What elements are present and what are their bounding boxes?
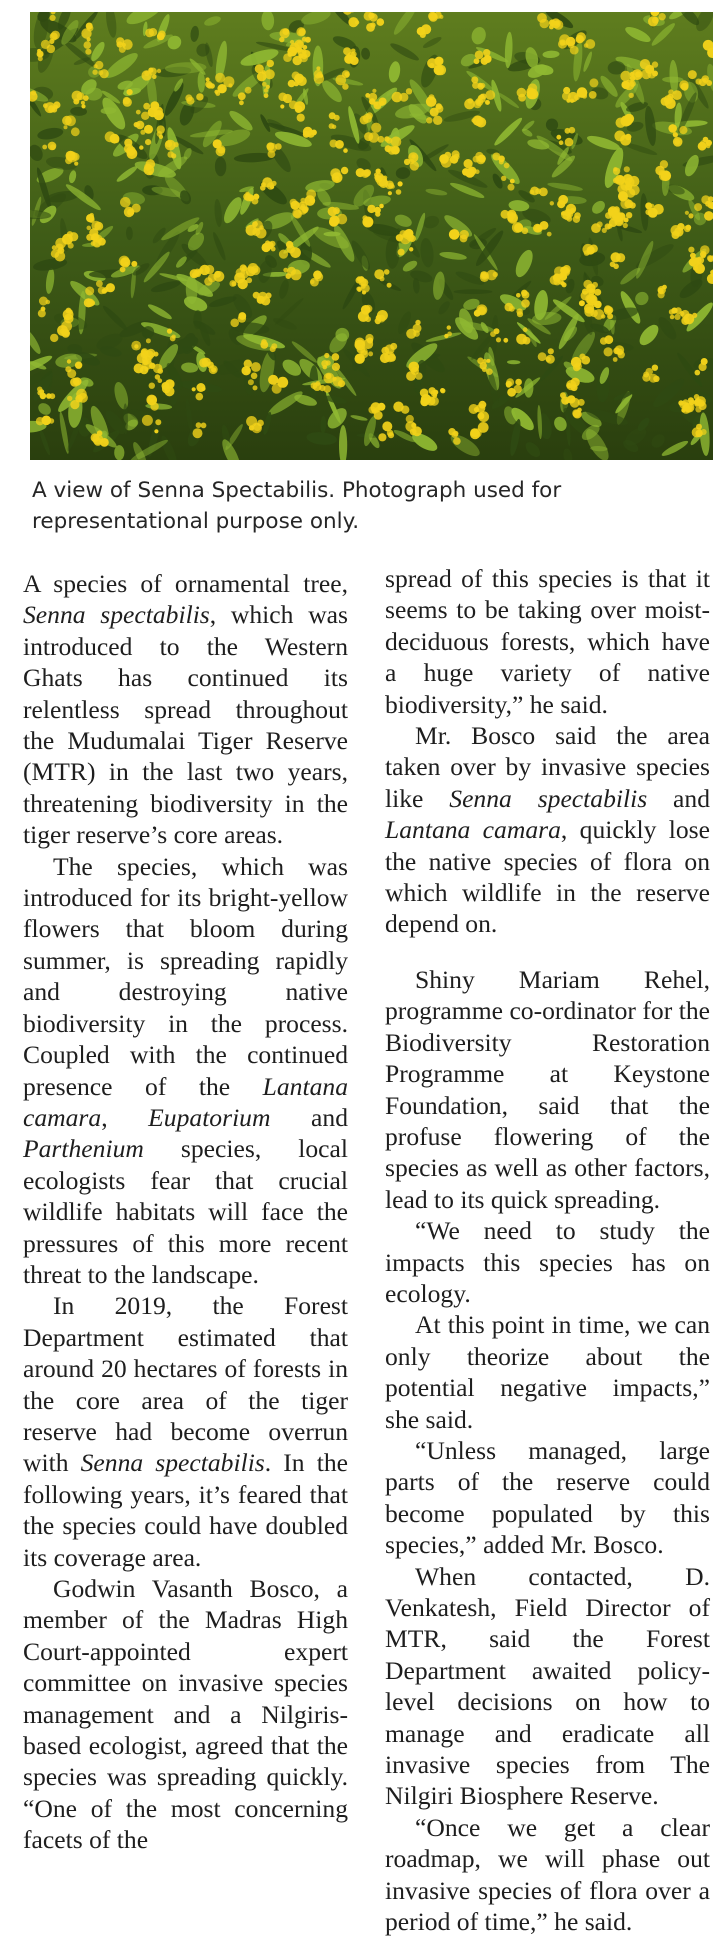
paragraph-venkatesh: When contacted, D. Venkatesh, Field Director of MTR, said the Forest Department awaited policy-level decisions on how to manage and eradicate all invasive species from The Nilgiri Biosphere Reserve. bbox=[385, 1561, 710, 1812]
paragraph-bosco-quote: Godwin Vasanth Bosco, a member of the Madras High Court-appointed expert committee on invasive species management and a Nilgiris-based ecologist, agreed that the species was spreading quickly. “One of the most concerning facets of the bbox=[23, 1573, 348, 1856]
article-column-left bbox=[23, 568, 348, 1856]
paragraph-unless-managed: “Unless managed, large parts of the reserve could become populated by this species,” added Mr. Bosco. bbox=[385, 1435, 710, 1561]
paragraph-theorize: At this point in time, we can only theorize about the potential negative impacts,” she said. bbox=[385, 1309, 710, 1435]
senna-spectabilis-photo bbox=[30, 12, 713, 460]
article-column-right bbox=[385, 563, 710, 1937]
paragraph-rehel: Shiny Mariam Rehel, programme co-ordinator for the Biodiversity Restoration Programme at Keystone Foundation, said that the profuse flowering of the species as well as other factors, lead to its quick spreading. bbox=[385, 964, 710, 1215]
article-photo bbox=[30, 12, 713, 460]
paragraph-roadmap: “Once we get a clear roadmap, we will phase out invasive species of flora over a period of time,” he said. bbox=[385, 1812, 710, 1937]
paragraph-bosco-quote-continued: spread of this species is that it seems to be taking over moist-deciduous forests, which have a huge variety of native biodiversity,” he said. bbox=[385, 563, 710, 720]
photo-caption: A view of Senna Spectabilis. Photograph used for representational purpose only. bbox=[32, 475, 692, 537]
paragraph-invasive-area: Mr. Bosco said the area taken over by invasive species like Senna spectabilis and Lantana camara, quickly lose the native species of flora on which wildlife in the reserve depend on. bbox=[385, 720, 710, 940]
paragraph-forest-department-estimate: In 2019, the Forest Department estimated that around 20 hectares of forests in the core area of the tiger reserve had become overrun with Senna spectabilis. In the following years, it’s feared that the species could have doubled its coverage area. bbox=[23, 1290, 348, 1573]
paragraph-intro: A species of ornamental tree, Senna spectabilis, which was introduced to the Western Ghats has continued its relentless spread throughout the Mudumalai Tiger Reserve (MTR) in the last two years, threatening biodiversity in the tiger reserve’s core areas. bbox=[23, 568, 348, 851]
paragraph-species-spread: The species, which was introduced for its bright-yellow flowers that bloom during summer, is spreading rapidly and destroying native biodiversity in the process. Coupled with the continued presence of the Lantana camara, Eupatorium and Parthenium species, local ecologists fear that crucial wildlife habitats will face the pressures of this more recent threat to the landscape. bbox=[23, 851, 348, 1291]
paragraph-study-impacts: “We need to study the impacts this species has on ecology. bbox=[385, 1215, 710, 1309]
